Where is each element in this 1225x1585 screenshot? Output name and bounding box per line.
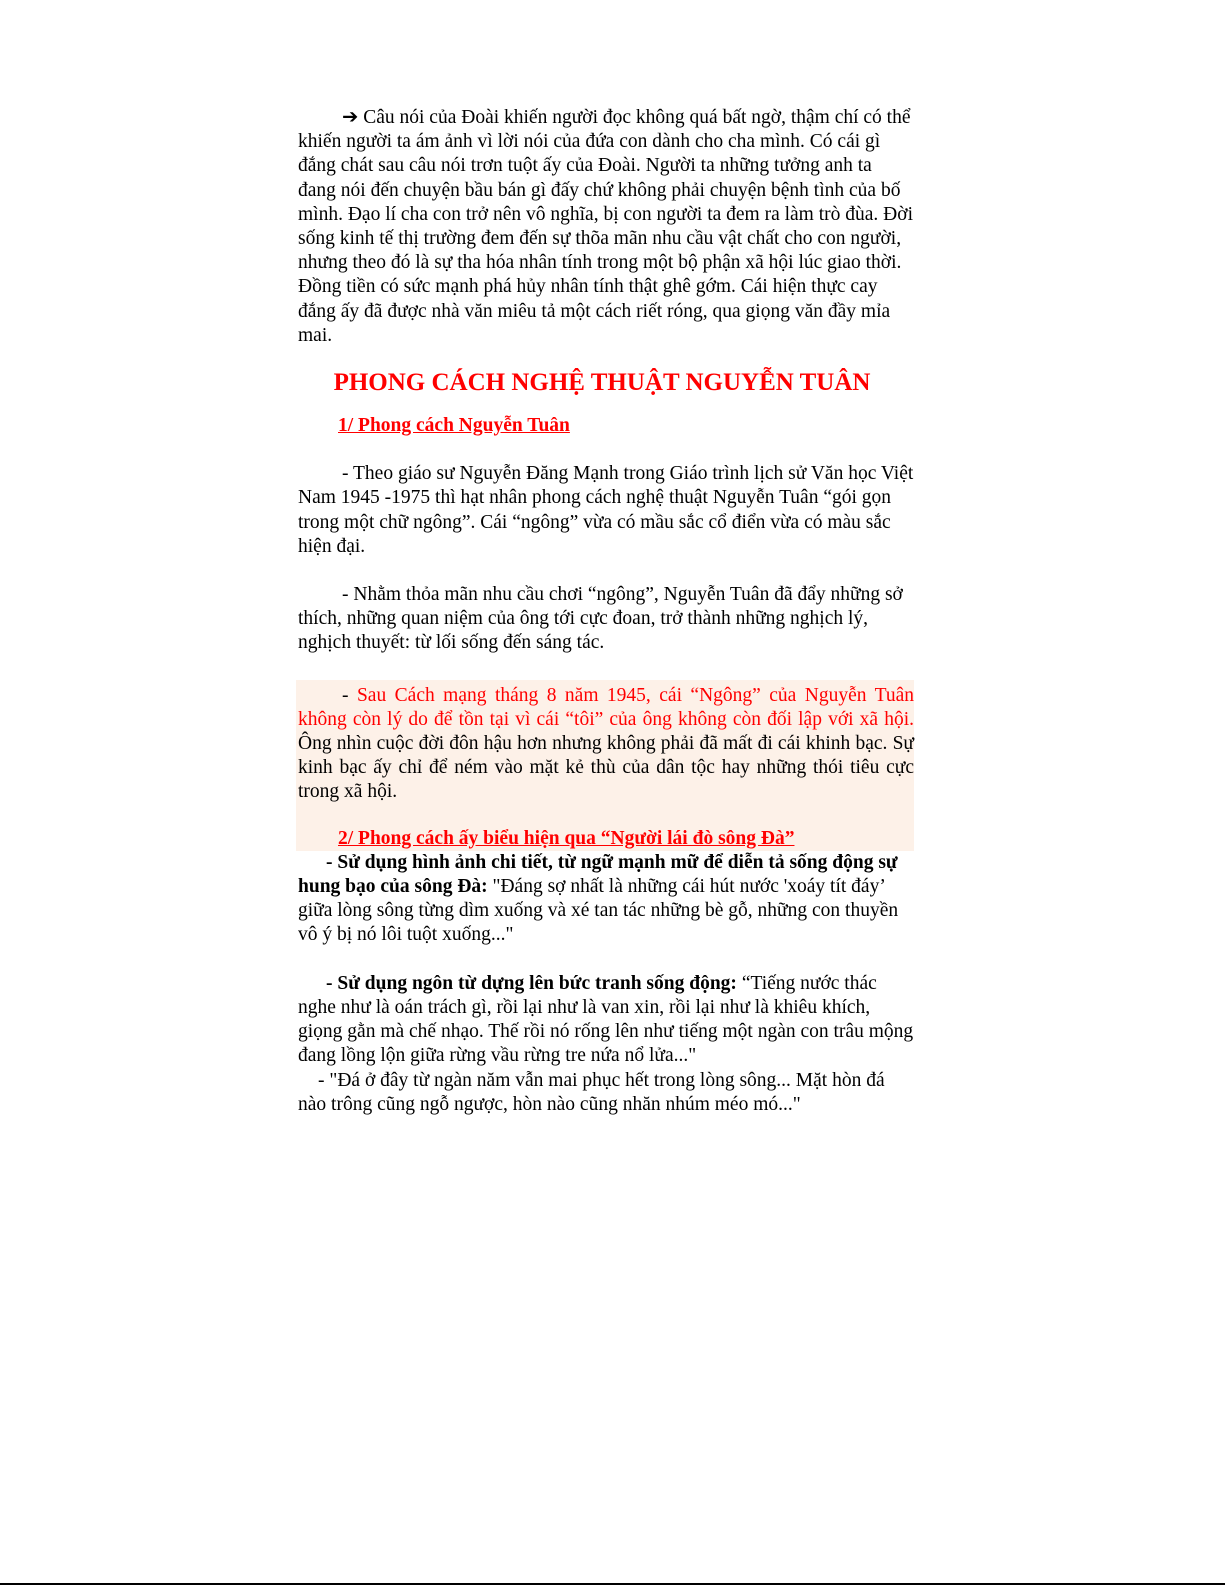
dash: - (342, 684, 357, 706)
section1-paragraph-1: - Theo giáo sư Nguyễn Đăng Mạnh trong Giáo trình lịch sử Văn học Việt Nam 1945 -1975 thì hạt nhân phong cách nghệ thuật Nguyễn Tuân “gói gọn trong một chữ ngông”. Cái “ngông” vừa có mầu sắc cổ điển vừa có màu sắc hiện đại. (298, 463, 914, 557)
page-title: PHONG CÁCH NGHỆ THUẬT NGUYỄN TUÂN (333, 369, 871, 397)
red-highlight-text: Sau Cách mạng tháng 8 năm 1945, cái “Ngông” của Nguyễn Tuân không còn lý do để tồn tại vì cái “tôi” của ông không còn đối lập với xã hội. (298, 684, 915, 730)
paragraph-rest-text: Ông nhìn cuộc đời đôn hậu hơn nhưng không phải đã mất đi cái khinh bạc. Sự kinh bạc ấy chỉ để ném vào mặt kẻ thù của dân tộc hay những thói tiêu cực trong xã hội. (298, 733, 914, 803)
section2-item-2 (298, 972, 914, 1069)
document-page (298, 106, 914, 1117)
item2-quote: “Tiếng nước thác nghe như là oán trách gì, rồi lại như là van xin, rồi lại như là khiêu khích, giọng gằn mà chế nhạo. Thế rồi nó rống lên như tiếng một ngàn con trâu mộng đang lồng lộn giữa rừng vầu rừng tre nứa nổ lửa..." (298, 972, 914, 1067)
highlighted-block (296, 680, 914, 851)
item1-bold-lead: - Sử dụng hình ảnh chi tiết, từ ngữ mạnh mữ để diễn tả sống động sự hung bạo của sông Đà: (298, 851, 898, 898)
section2-item-1 (298, 851, 914, 948)
section1-heading: 1/ Phong cách Nguyễn Tuân (338, 415, 570, 437)
section2-item-3: - "Đá ở đây từ ngàn năm vẫn mai phục hết trong lòng sông... Mặt hòn đá nào trông cũng ngỗ ngược, hòn nào cũng nhăn nhúm méo mó..." (298, 1069, 885, 1115)
item1-quote: "Đáng sợ nhất là những cái hút nước 'xoáy tít đáy’ giữa lòng sông từng dìm xuống và xé tan tác những bè gỗ, những con thuyền vô ý bị nó lôi tuột xuống..." (298, 876, 899, 946)
section1-paragraph-3 (298, 684, 914, 805)
item2-bold-lead: - Sử dụng ngôn từ dựng lên bức tranh sống động: (326, 972, 737, 994)
arrow-icon: ➔ (342, 107, 359, 128)
section1-paragraph-2: - Nhằm thỏa mãn nhu cầu chơi “ngông”, Nguyễn Tuân đã đẩy những sở thích, những quan niệm của ông tới cực đoan, trở thành những nghịch lý, nghịch thuyết: từ lối sống đến sáng tác. (298, 584, 903, 654)
intro-paragraph (298, 106, 914, 348)
section2-heading: 2/ Phong cách ấy biểu hiện qua “Người lái đò sông Đà” (338, 827, 795, 849)
intro-text: Câu nói của Đoài khiến người đọc không quá bất ngờ, thậm chí có thể khiến người ta ám ảnh vì lời nói của đứa con dành cho cha mình. Có cái gì đắng chát sau câu nói trơn tuột ấy của Đoài. Người ta những tưởng anh ta đang nói đến chuyện bầu bán gì đấy chứ không phải chuyện bệnh tình của bố mình. Đạo lí cha con trở nên vô nghĩa, bị con người ta đem ra làm trò đùa. Đời sống kinh tế thị trường đem đến sự thõa mãn nhu cầu vật chất cho con người, nhưng theo đó là sự tha hóa nhân tính trong một bộ phận xã hội lúc giao thời. Đồng tiền có sức mạnh phá hủy nhân tính thật ghê gớm. Cái hiện thực cay đắng ấy đã được nhà văn miêu tả một cách riết róng, qua giọng văn đầy mỉa mai. (298, 107, 913, 346)
